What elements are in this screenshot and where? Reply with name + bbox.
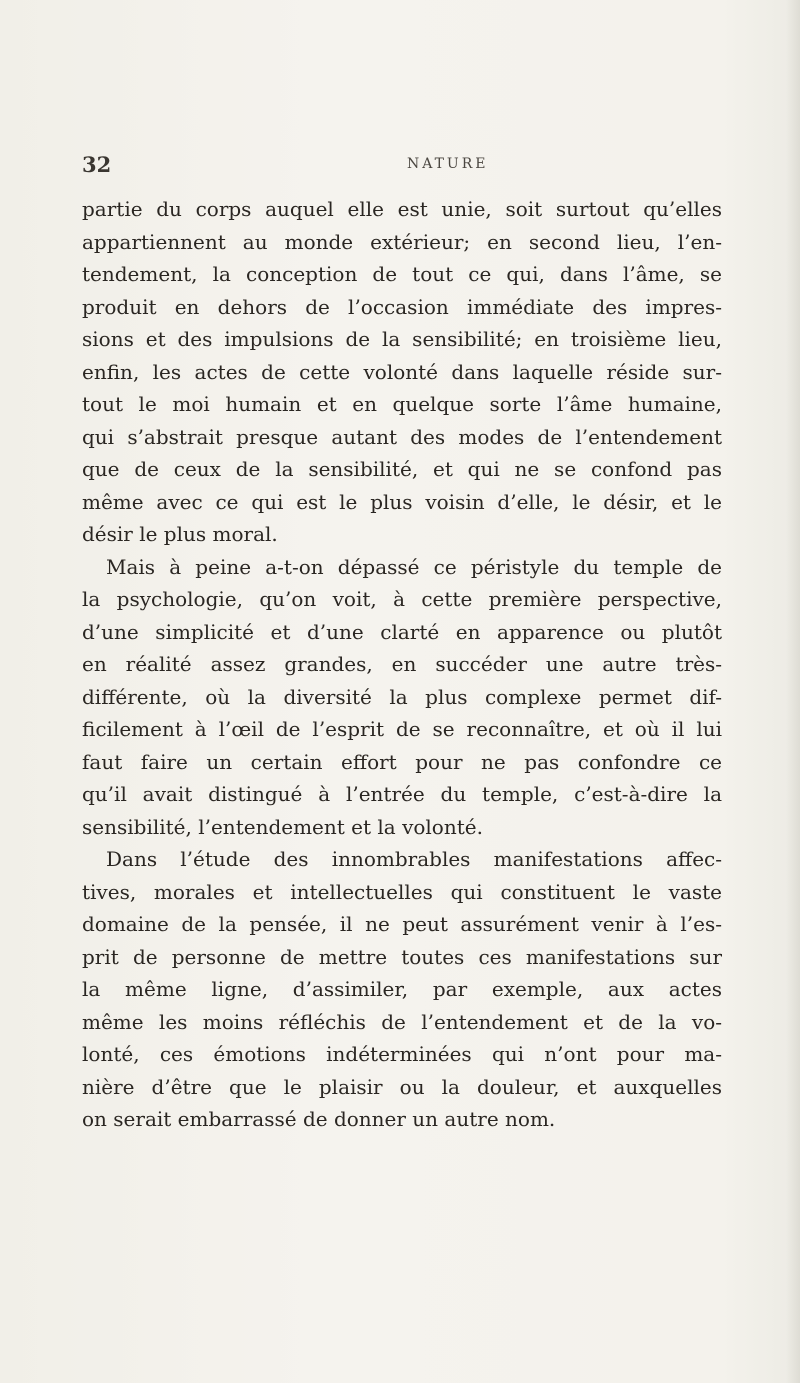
text-line: domaine de la pensée, il ne peut assurément venir à l’es- <box>82 912 722 936</box>
text-line: que de ceux de la sensibilité, et qui ne se confond pas <box>82 457 722 481</box>
text-line: nière d’être que le plaisir ou la douleur, et auxquelles <box>82 1074 722 1099</box>
text-line: sensibilité, l’entendement et la volonté. <box>82 814 483 839</box>
text-line: tendement, la conception de tout ce qui, dans l’âme, se <box>82 262 722 286</box>
text-line: enfin, les actes de cette volonté dans laquelle réside sur- <box>82 359 722 384</box>
paragraph-2 <box>82 551 722 844</box>
text-line: produit en dehors de l’occasion immédiate des impres- <box>82 294 722 319</box>
text-line: désir le plus moral. <box>82 522 278 546</box>
body-text <box>82 193 722 1136</box>
page-edge-shadow <box>786 0 800 1383</box>
text-line: la même ligne, d’assimiler, par exemple, aux actes <box>82 977 722 1001</box>
text-line: Dans l’étude des innombrables manifestations affec- <box>106 847 722 871</box>
text-line: sions et des impulsions de la sensibilité; en troisième lieu, <box>82 327 722 351</box>
text-line: tives, morales et intellectuelles qui constituent le vaste <box>82 879 722 904</box>
text-line: même avec ce qui est le plus voisin d’elle, le désir, et le <box>82 489 722 514</box>
paragraph-3 <box>82 843 722 1136</box>
text-line: Mais à peine a-t-on dépassé ce péristyle du temple de <box>106 554 722 579</box>
text-line: on serait embarrassé de donner un autre nom. <box>82 1107 556 1131</box>
page-number: 32 <box>82 152 112 177</box>
text-line: faut faire un certain effort pour ne pas confondre ce <box>82 749 722 774</box>
text-line: ficilement à l’œil de l’esprit de se reconnaître, et où il lui <box>82 717 722 741</box>
running-head: NATURE <box>407 156 489 172</box>
text-line: appartiennent au monde extérieur; en second lieu, l’en- <box>82 229 722 254</box>
paragraph-1 <box>82 193 722 551</box>
text-line: la psychologie, qu’on voit, à cette première perspective, <box>82 587 722 611</box>
text-line: lonté, ces émotions indéterminées qui n’ont pour ma- <box>82 1042 722 1066</box>
text-line: d’une simplicité et d’une clarté en apparence ou plutôt <box>82 619 722 644</box>
text-line: qui s’abstrait presque autant des modes de l’entendement <box>82 424 722 449</box>
text-line: tout le moi humain et en quelque sorte l’âme humaine, <box>82 392 722 416</box>
page-header <box>82 152 722 182</box>
text-line: prit de personne de mettre toutes ces manifestations sur <box>82 944 722 969</box>
text-line: en réalité assez grandes, en succéder une autre très- <box>82 652 722 676</box>
text-line: partie du corps auquel elle est unie, soit surtout qu’elles <box>82 197 722 221</box>
text-line: qu’il avait distingué à l’entrée du temple, c’est-à-dire la <box>82 782 722 806</box>
text-line: même les moins réfléchis de l’entendement et de la vo- <box>82 1009 722 1034</box>
text-line: différente, où la diversité la plus complexe permet dif- <box>82 684 722 709</box>
